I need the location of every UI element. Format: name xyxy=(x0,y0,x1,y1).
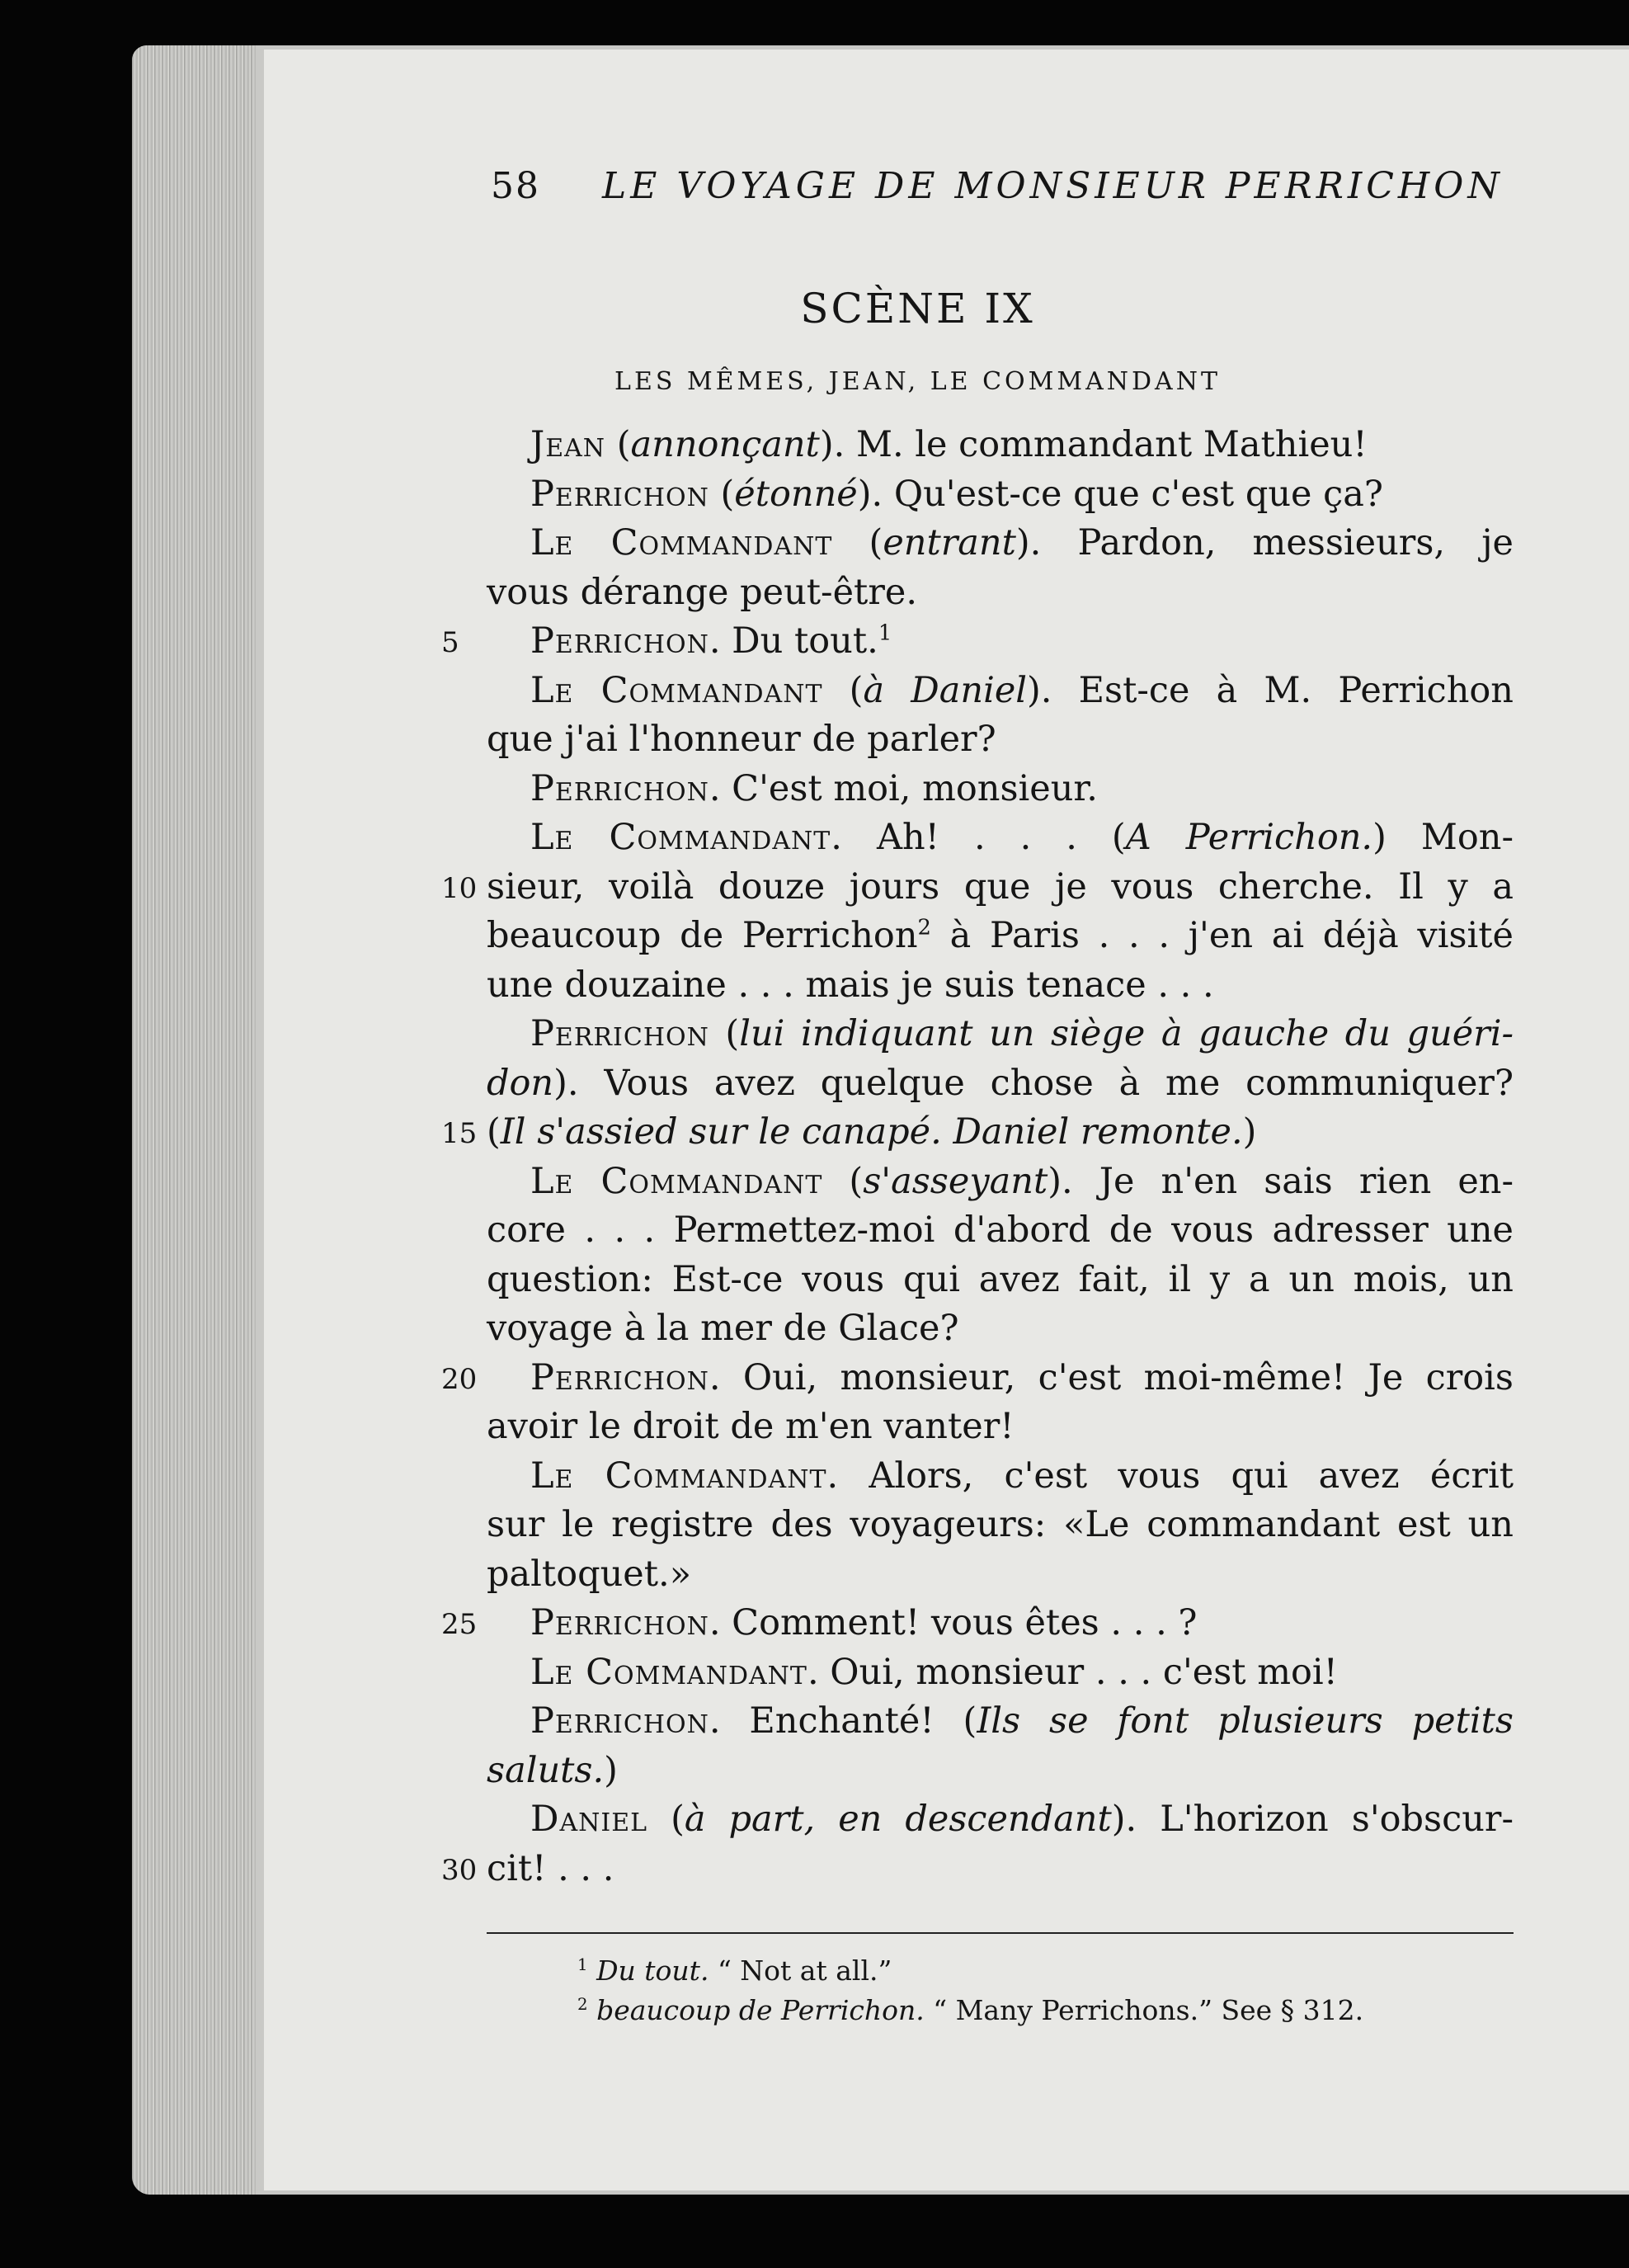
dialogue-text xyxy=(441,421,1514,1893)
text-line: Perrichon. C'est moi, monsieur. xyxy=(530,767,1098,809)
stage-direction: don xyxy=(487,1062,554,1104)
stage-direction: Il s'assied sur le canapé. Daniel remonte. xyxy=(500,1111,1243,1153)
text-line: que j'ai l'honneur de parler? xyxy=(487,719,996,760)
running-title: LE VOYAGE DE MONSIEUR PERRICHON xyxy=(602,165,1504,207)
running-head xyxy=(491,165,1504,207)
text-line: voyage à la mer de Glace? xyxy=(487,1308,959,1349)
text-line: Le Commandant (à Daniel). Est-ce à M. Perrichon xyxy=(530,669,1514,711)
text-line: 15 (Il s'assied sur le canapé. Daniel remonte.) xyxy=(487,1108,1514,1158)
line-number: 15 xyxy=(441,1117,478,1150)
stage-direction: Ils se font plusieurs petits xyxy=(977,1700,1514,1742)
footnotes xyxy=(577,1951,1514,2030)
footnote-number: 2 xyxy=(577,1995,588,2014)
footnote-gloss: “ Many Perrichons.” See § 312. xyxy=(933,1994,1364,2026)
footnote-number: 1 xyxy=(577,1955,588,1974)
text-line: Perrichon. Enchanté! (Ils se font plusieurs petits xyxy=(530,1700,1514,1742)
footnote xyxy=(577,1991,1514,2030)
speaker-name: Le Commandant xyxy=(530,1455,827,1497)
stage-direction: annonçant xyxy=(630,424,820,465)
text-line: Le Commandant. Oui, monsieur . . . c'est moi! xyxy=(530,1651,1338,1693)
scene-persons: LES MÊMES, JEAN, LE COMMANDANT xyxy=(614,367,1221,396)
text-line: Jean (annonçant). M. le commandant Mathieu! xyxy=(530,424,1368,465)
text-line: 30 cit! . . . xyxy=(487,1845,1514,1894)
text-line: avoir le droit de m'en vanter! xyxy=(487,1406,1015,1447)
footnote-term: beaucoup de Perrichon. xyxy=(596,1994,925,2026)
line-number: 10 xyxy=(441,871,478,905)
text-line: une douzaine . . . mais je suis tenace . . . xyxy=(487,964,1214,1006)
text-line: Le Commandant. Alors, c'est vous qui avez écrit xyxy=(530,1455,1514,1497)
speaker-name: Le Commandant xyxy=(530,1651,807,1693)
text-line: saluts.) xyxy=(487,1749,618,1791)
stage-direction: à part, en descendant xyxy=(684,1799,1112,1840)
speaker-name: Le Commandant xyxy=(530,669,823,711)
text-line: 25 Perrichon. Comment! vous êtes . . . ? xyxy=(487,1599,1514,1648)
text-line: Daniel (à part, en descendant). L'horizon s'obscur- xyxy=(530,1799,1514,1840)
text-line: Le Commandant. Ah! . . . (A Perrichon.) Mon- xyxy=(530,817,1514,858)
footnote-gloss: “ Not at all.” xyxy=(717,1954,892,1987)
speaker-name: Perrichon xyxy=(530,473,709,515)
text-line: Perrichon (étonné). Qu'est-ce que c'est que ça? xyxy=(530,473,1383,515)
text-line: sur le registre des voyageurs: «Le commandant est un xyxy=(487,1504,1514,1545)
stage-direction: A Perrichon. xyxy=(1125,817,1373,858)
text-line: 10 sieur, voilà douze jours que je vous cherche. Il y a xyxy=(487,863,1514,912)
stage-direction: à Daniel xyxy=(863,669,1028,711)
scene-title: SCÈNE IX xyxy=(800,285,1035,332)
line-number: 25 xyxy=(441,1608,478,1641)
text-line: core . . . Permettez-moi d'abord de vous adresser une xyxy=(487,1209,1514,1251)
speaker-name: Daniel xyxy=(530,1799,648,1840)
footnote-marker: 2 xyxy=(917,915,931,941)
line-number: 20 xyxy=(441,1362,478,1396)
text-line: beaucoup de Perrichon$^2$ à Paris . . . j'en ai déjà visité xyxy=(487,915,1514,956)
text-line: Le Commandant (entrant). Pardon, messieurs, je xyxy=(530,522,1514,563)
stage-direction: s'asseyant xyxy=(863,1160,1048,1202)
line-number: 30 xyxy=(441,1853,478,1887)
page-number: 58 xyxy=(491,165,540,207)
speaker-name: Jean xyxy=(530,424,606,465)
text-line: don). Vous avez quelque chose à me communiquer? xyxy=(487,1062,1514,1104)
speaker-name: Le Commandant xyxy=(530,817,831,858)
footnote xyxy=(577,1951,1514,1991)
line-number: 5 xyxy=(441,626,459,659)
stage-direction: lui indiquant un siège à gauche du guéri- xyxy=(739,1013,1514,1054)
speaker-name: Perrichon xyxy=(530,620,709,662)
footnote-divider xyxy=(487,1932,1514,1934)
text-line: Le Commandant (s'asseyant). Je n'en sais rien en- xyxy=(530,1160,1514,1202)
text-line: Perrichon (lui indiquant un siège à gauche du guéri- xyxy=(530,1013,1514,1054)
speaker-name: Perrichon xyxy=(530,767,709,809)
stage-direction: étonné xyxy=(734,473,858,515)
text-line: paltoquet.» xyxy=(487,1553,692,1595)
text-line: vous dérange peut-être. xyxy=(487,571,917,613)
footnote-marker: 1 xyxy=(878,620,892,646)
speaker-name: Perrichon xyxy=(530,1356,709,1398)
text-line: question: Est-ce vous qui avez fait, il y a un mois, un xyxy=(487,1258,1514,1300)
speaker-name: Perrichon xyxy=(530,1700,709,1742)
speaker-name: Perrichon xyxy=(530,1013,709,1054)
text-line: 5 Perrichon. Du tout.$^1$ xyxy=(487,617,1514,667)
stage-direction: entrant xyxy=(883,522,1016,563)
footnote-term: Du tout. xyxy=(596,1954,709,1987)
stage-direction: saluts. xyxy=(487,1749,605,1791)
text-line: 20 Perrichon. Oui, monsieur, c'est moi-même! Je crois xyxy=(487,1354,1514,1403)
speaker-name: Le Commandant xyxy=(530,1160,823,1202)
speaker-name: Le Commandant xyxy=(530,522,833,563)
speaker-name: Perrichon xyxy=(530,1602,709,1643)
